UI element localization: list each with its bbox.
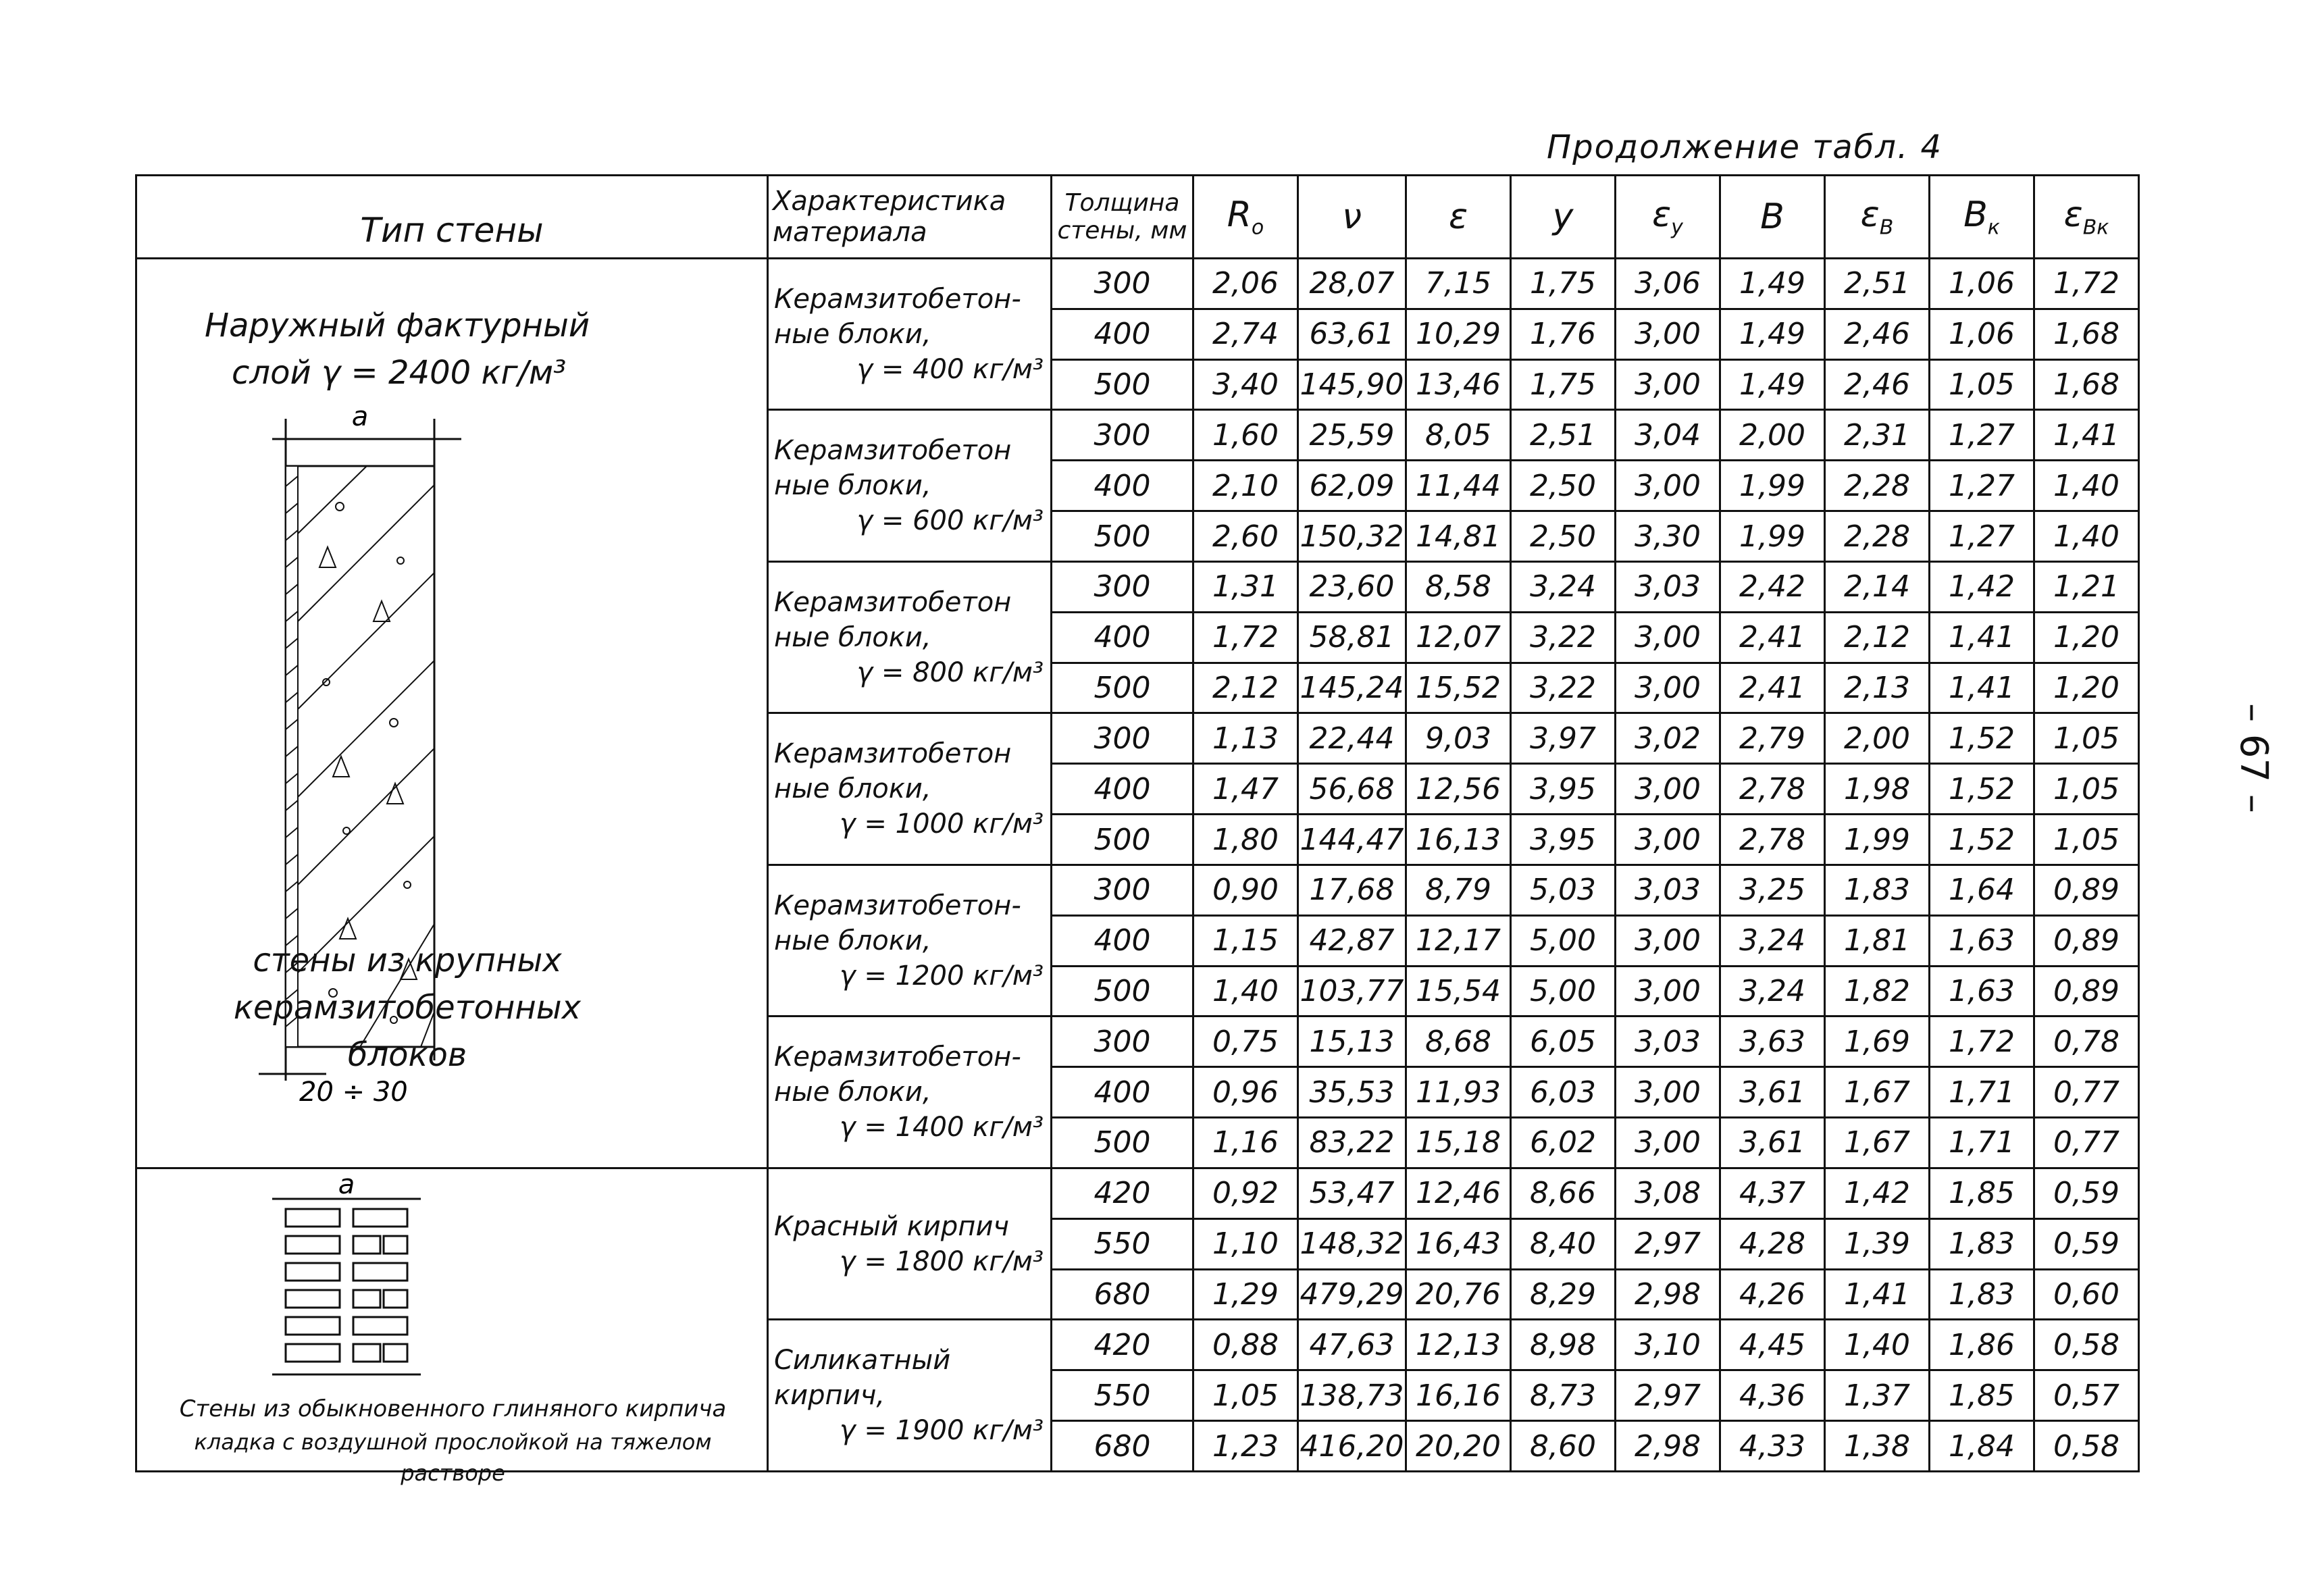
value-cell: 1,29 <box>1193 1269 1298 1320</box>
value-cell: 2,97 <box>1616 1370 1720 1421</box>
value-cell: 3,00 <box>1616 663 1720 713</box>
value-cell: 8,40 <box>1511 1218 1616 1269</box>
value-cell: 3,22 <box>1511 612 1616 663</box>
value-cell: 9,03 <box>1406 713 1511 764</box>
value-cell: 1,20 <box>2034 663 2139 713</box>
value-cell: 12,17 <box>1406 915 1511 966</box>
value-cell: 8,98 <box>1511 1320 1616 1370</box>
value-cell: 1,82 <box>1825 966 1930 1016</box>
value-cell: 0,57 <box>2034 1370 2139 1421</box>
value-cell: 1,40 <box>1825 1320 1930 1370</box>
value-cell: 1,05 <box>2034 713 2139 764</box>
value-cell: 0,90 <box>1193 865 1298 915</box>
header-wall-type: Тип стены <box>136 176 768 259</box>
value-cell: 15,54 <box>1406 966 1511 1016</box>
value-cell: 63,61 <box>1298 309 1406 359</box>
value-cell: 8,73 <box>1511 1370 1616 1421</box>
value-cell: 1,37 <box>1825 1370 1930 1421</box>
value-cell: 1,85 <box>1930 1370 2034 1421</box>
header-row <box>136 176 2139 259</box>
value-cell: 2,74 <box>1193 309 1298 359</box>
value-cell: 3,24 <box>1720 915 1825 966</box>
header-thickness: Толщина стены, мм <box>1052 176 1193 259</box>
value-cell: 0,89 <box>2034 966 2139 1016</box>
material-line1: Керамзитобетон <box>774 586 1012 618</box>
value-cell: 1,86 <box>1930 1320 2034 1370</box>
value-cell: 8,66 <box>1511 1168 1616 1218</box>
value-cell: 12,56 <box>1406 764 1511 815</box>
thickness-cell: 400 <box>1052 1067 1193 1118</box>
value-cell: 6,05 <box>1511 1016 1616 1067</box>
value-cell: 42,87 <box>1298 915 1406 966</box>
wall-type-title-line1: Наружный фактурный <box>205 307 590 344</box>
value-cell: 0,89 <box>2034 865 2139 915</box>
value-cell: 6,03 <box>1511 1067 1616 1118</box>
value-cell: 2,50 <box>1511 511 1616 562</box>
value-cell: 150,32 <box>1298 511 1406 562</box>
value-cell: 1,49 <box>1720 359 1825 410</box>
table-caption: Продолжение табл. 4 <box>1547 128 1943 166</box>
value-cell: 1,41 <box>2034 410 2139 461</box>
value-cell: 3,61 <box>1720 1118 1825 1168</box>
value-cell: 144,47 <box>1298 815 1406 865</box>
brick-desc-line1: Стены из обыкновенного глиняного кирпича <box>179 1395 727 1422</box>
value-cell: 1,06 <box>1930 259 2034 309</box>
value-cell: 7,15 <box>1406 259 1511 309</box>
value-cell: 2,78 <box>1720 815 1825 865</box>
value-cell: 1,75 <box>1511 259 1616 309</box>
value-cell: 16,16 <box>1406 1370 1511 1421</box>
thickness-cell: 300 <box>1052 561 1193 612</box>
material-gamma: γ = 1000 кг/м³ <box>840 808 1044 840</box>
material-cell <box>768 1168 1052 1319</box>
dim-a-label: a <box>351 401 369 432</box>
value-cell: 8,29 <box>1511 1269 1616 1320</box>
value-cell: 3,61 <box>1720 1067 1825 1118</box>
wall-type-group-2 <box>137 1168 767 1487</box>
value-cell: 3,00 <box>1616 1118 1720 1168</box>
value-cell: 28,07 <box>1298 259 1406 309</box>
material-gamma: γ = 1900 кг/м³ <box>840 1415 1044 1447</box>
material-cell <box>768 1320 1052 1472</box>
value-cell: 1,52 <box>1930 713 2034 764</box>
value-cell: 14,81 <box>1406 511 1511 562</box>
header-bk: $B_к$ <box>1930 176 2034 259</box>
value-cell: 1,85 <box>1930 1168 2034 1218</box>
wall-desc-line3: блоков <box>347 1036 467 1074</box>
value-cell: 3,03 <box>1616 865 1720 915</box>
value-cell: 0,59 <box>2034 1218 2139 1269</box>
header-r0: $R_o$ <box>1193 176 1298 259</box>
value-cell: 0,58 <box>2034 1320 2139 1370</box>
value-cell: 1,83 <box>1930 1218 2034 1269</box>
value-cell: 2,10 <box>1193 461 1298 511</box>
value-cell: 0,75 <box>1193 1016 1298 1067</box>
header-y: y <box>1511 176 1616 259</box>
value-cell: 1,99 <box>1720 461 1825 511</box>
header-material: Характеристика материала <box>768 176 1052 259</box>
thickness-cell: 300 <box>1052 713 1193 764</box>
value-cell: 8,79 <box>1406 865 1511 915</box>
brick-wall-drawing <box>272 1172 434 1388</box>
value-cell: 103,77 <box>1298 966 1406 1016</box>
thickness-cell: 420 <box>1052 1320 1193 1370</box>
value-cell: 1,67 <box>1825 1118 1930 1168</box>
value-cell: 15,52 <box>1406 663 1511 713</box>
material-line2: ные блоки, <box>774 1077 931 1108</box>
material-cell <box>768 1016 1052 1168</box>
value-cell: 3,22 <box>1511 663 1616 713</box>
value-cell: 1,67 <box>1825 1067 1930 1118</box>
value-cell: 3,10 <box>1616 1320 1720 1370</box>
header-nu: ν <box>1298 176 1406 259</box>
value-cell: 0,78 <box>2034 1016 2139 1067</box>
value-cell: 3,00 <box>1616 359 1720 410</box>
thickness-cell: 420 <box>1052 1168 1193 1218</box>
value-cell: 25,59 <box>1298 410 1406 461</box>
value-cell: 2,51 <box>1511 410 1616 461</box>
value-cell: 35,53 <box>1298 1067 1406 1118</box>
value-cell: 1,27 <box>1930 511 2034 562</box>
value-cell: 6,02 <box>1511 1118 1616 1168</box>
header-epsilon-b: $\varepsilon_B$ <box>1825 176 1930 259</box>
value-cell: 1,99 <box>1720 511 1825 562</box>
value-cell: 1,60 <box>1193 410 1298 461</box>
material-gamma: γ = 1200 кг/м³ <box>840 960 1044 992</box>
value-cell: 56,68 <box>1298 764 1406 815</box>
value-cell: 2,00 <box>1825 713 1930 764</box>
value-cell: 1,49 <box>1720 259 1825 309</box>
value-cell: 47,63 <box>1298 1320 1406 1370</box>
value-cell: 2,46 <box>1825 359 1930 410</box>
value-cell: 145,24 <box>1298 663 1406 713</box>
value-cell: 2,98 <box>1616 1421 1720 1472</box>
material-cell <box>768 561 1052 713</box>
value-cell: 3,08 <box>1616 1168 1720 1218</box>
value-cell: 148,32 <box>1298 1218 1406 1269</box>
value-cell: 145,90 <box>1298 359 1406 410</box>
value-cell: 3,06 <box>1616 259 1720 309</box>
value-cell: 2,51 <box>1825 259 1930 309</box>
thickness-cell: 500 <box>1052 815 1193 865</box>
value-cell: 1,40 <box>2034 511 2139 562</box>
value-cell: 3,02 <box>1616 713 1720 764</box>
material-line1: Керамзитобетон- <box>774 283 1021 315</box>
value-cell: 1,52 <box>1930 764 2034 815</box>
wall-desc-line1: стены из крупных <box>253 942 562 979</box>
value-cell: 2,97 <box>1616 1218 1720 1269</box>
wall-type-group-1 <box>137 257 767 1168</box>
value-cell: 1,42 <box>1930 561 2034 612</box>
value-cell: 58,81 <box>1298 612 1406 663</box>
value-cell: 2,31 <box>1825 410 1930 461</box>
value-cell: 1,76 <box>1511 309 1616 359</box>
value-cell: 8,58 <box>1406 561 1511 612</box>
value-cell: 3,24 <box>1511 561 1616 612</box>
material-gamma: γ = 800 кг/м³ <box>856 657 1044 688</box>
thickness-cell: 400 <box>1052 915 1193 966</box>
thickness-cell: 500 <box>1052 1118 1193 1168</box>
value-cell: 1,41 <box>1930 612 2034 663</box>
thickness-cell: 300 <box>1052 1016 1193 1067</box>
value-cell: 1,13 <box>1193 713 1298 764</box>
material-line1: Керамзитобетон <box>774 738 1012 770</box>
value-cell: 12,46 <box>1406 1168 1511 1218</box>
thickness-cell: 500 <box>1052 966 1193 1016</box>
value-cell: 1,84 <box>1930 1421 2034 1472</box>
value-cell: 4,33 <box>1720 1421 1825 1472</box>
value-cell: 1,41 <box>1825 1269 1930 1320</box>
value-cell: 3,95 <box>1511 815 1616 865</box>
wall-type-title-line2: слой γ = 2400 кг/м³ <box>232 354 567 392</box>
value-cell: 2,13 <box>1825 663 1930 713</box>
value-cell: 2,60 <box>1193 511 1298 562</box>
value-cell: 3,00 <box>1616 612 1720 663</box>
value-cell: 3,00 <box>1616 764 1720 815</box>
wall-desc-line2: керамзитобетонных <box>233 989 582 1027</box>
value-cell: 1,05 <box>2034 815 2139 865</box>
thickness-cell: 400 <box>1052 612 1193 663</box>
value-cell: 2,50 <box>1511 461 1616 511</box>
thickness-cell: 400 <box>1052 461 1193 511</box>
thickness-cell: 400 <box>1052 309 1193 359</box>
value-cell: 1,21 <box>2034 561 2139 612</box>
value-cell: 12,07 <box>1406 612 1511 663</box>
value-cell: 1,38 <box>1825 1421 1930 1472</box>
value-cell: 5,00 <box>1511 915 1616 966</box>
value-cell: 1,68 <box>2034 359 2139 410</box>
value-cell: 1,23 <box>1193 1421 1298 1472</box>
value-cell: 1,83 <box>1930 1269 2034 1320</box>
material-gamma: γ = 400 кг/м³ <box>856 353 1044 385</box>
value-cell: 0,92 <box>1193 1168 1298 1218</box>
material-line2: ные блоки, <box>774 621 931 653</box>
value-cell: 3,04 <box>1616 410 1720 461</box>
value-cell: 416,20 <box>1298 1421 1406 1472</box>
thickness-cell: 550 <box>1052 1218 1193 1269</box>
value-cell: 1,10 <box>1193 1218 1298 1269</box>
material-gamma: γ = 1800 кг/м³ <box>840 1245 1044 1277</box>
material-line1: Керамзитобетон <box>774 435 1012 467</box>
brick-desc-line2: кладка с воздушной прослойкой на тяжелом растворе <box>194 1429 712 1487</box>
value-cell: 4,36 <box>1720 1370 1825 1421</box>
value-cell: 1,06 <box>1930 309 2034 359</box>
value-cell: 4,37 <box>1720 1168 1825 1218</box>
value-cell: 1,49 <box>1720 309 1825 359</box>
material-cell <box>768 713 1052 865</box>
value-cell: 2,28 <box>1825 461 1930 511</box>
material-gamma: γ = 600 кг/м³ <box>856 505 1044 537</box>
material-gamma: γ = 1400 кг/м³ <box>840 1112 1044 1143</box>
value-cell: 0,58 <box>2034 1421 2139 1472</box>
value-cell: 10,29 <box>1406 309 1511 359</box>
thickness-cell: 300 <box>1052 865 1193 915</box>
value-cell: 1,72 <box>1193 612 1298 663</box>
dim-a-label-2: a <box>338 1172 355 1200</box>
value-cell: 16,43 <box>1406 1218 1511 1269</box>
value-cell: 1,20 <box>2034 612 2139 663</box>
value-cell: 15,18 <box>1406 1118 1511 1168</box>
value-cell: 15,13 <box>1298 1016 1406 1067</box>
value-cell: 1,31 <box>1193 561 1298 612</box>
value-cell: 1,98 <box>1825 764 1930 815</box>
material-line1: Керамзитобетон- <box>774 1041 1021 1073</box>
value-cell: 1,63 <box>1930 915 2034 966</box>
value-cell: 0,77 <box>2034 1118 2139 1168</box>
value-cell: 1,83 <box>1825 865 1930 915</box>
value-cell: 5,03 <box>1511 865 1616 915</box>
value-cell: 3,97 <box>1511 713 1616 764</box>
thickness-cell: 680 <box>1052 1269 1193 1320</box>
header-b: B <box>1720 176 1825 259</box>
value-cell: 3,00 <box>1616 309 1720 359</box>
value-cell: 1,81 <box>1825 915 1930 966</box>
value-cell: 1,16 <box>1193 1118 1298 1168</box>
value-cell: 2,00 <box>1720 410 1825 461</box>
value-cell: 1,40 <box>1193 966 1298 1016</box>
value-cell: 2,06 <box>1193 259 1298 309</box>
material-line2: кирпич, <box>774 1380 885 1412</box>
value-cell: 1,63 <box>1930 966 2034 1016</box>
value-cell: 0,60 <box>2034 1269 2139 1320</box>
value-cell: 2,12 <box>1193 663 1298 713</box>
value-cell: 3,63 <box>1720 1016 1825 1067</box>
value-cell: 3,03 <box>1616 561 1720 612</box>
value-cell: 2,41 <box>1720 612 1825 663</box>
value-cell: 3,00 <box>1616 1067 1720 1118</box>
value-cell: 8,68 <box>1406 1016 1511 1067</box>
thickness-cell: 500 <box>1052 663 1193 713</box>
value-cell: 2,98 <box>1616 1269 1720 1320</box>
value-cell: 3,00 <box>1616 966 1720 1016</box>
value-cell: 2,46 <box>1825 309 1930 359</box>
value-cell: 11,44 <box>1406 461 1511 511</box>
value-cell: 53,47 <box>1298 1168 1406 1218</box>
value-cell: 1,40 <box>2034 461 2139 511</box>
material-line1: Красный кирпич <box>774 1210 1010 1242</box>
value-cell: 62,09 <box>1298 461 1406 511</box>
material-cell <box>768 259 1052 410</box>
value-cell: 1,05 <box>2034 764 2139 815</box>
thickness-cell: 550 <box>1052 1370 1193 1421</box>
value-cell: 1,80 <box>1193 815 1298 865</box>
thickness-cell: 500 <box>1052 511 1193 562</box>
value-cell: 23,60 <box>1298 561 1406 612</box>
header-epsilon-y: $\varepsilon_y$ <box>1616 176 1720 259</box>
value-cell: 0,77 <box>2034 1067 2139 1118</box>
value-cell: 479,29 <box>1298 1269 1406 1320</box>
value-cell: 1,47 <box>1193 764 1298 815</box>
value-cell: 1,39 <box>1825 1218 1930 1269</box>
value-cell: 138,73 <box>1298 1370 1406 1421</box>
value-cell: 11,93 <box>1406 1067 1511 1118</box>
value-cell: 1,71 <box>1930 1118 2034 1168</box>
value-cell: 1,68 <box>2034 309 2139 359</box>
value-cell: 1,71 <box>1930 1067 2034 1118</box>
value-cell: 0,59 <box>2034 1168 2139 1218</box>
value-cell: 3,40 <box>1193 359 1298 410</box>
value-cell: 8,60 <box>1511 1421 1616 1472</box>
value-cell: 3,03 <box>1616 1016 1720 1067</box>
value-cell: 8,05 <box>1406 410 1511 461</box>
value-cell: 2,42 <box>1720 561 1825 612</box>
value-cell: 83,22 <box>1298 1118 1406 1168</box>
value-cell: 5,00 <box>1511 966 1616 1016</box>
value-cell: 1,42 <box>1825 1168 1930 1218</box>
value-cell: 22,44 <box>1298 713 1406 764</box>
header-epsilon-bk: $\varepsilon_{Bк}$ <box>2034 176 2139 259</box>
material-line1: Керамзитобетон- <box>774 890 1021 921</box>
value-cell: 2,12 <box>1825 612 1930 663</box>
value-cell: 20,20 <box>1406 1421 1511 1472</box>
value-cell: 3,30 <box>1616 511 1720 562</box>
page-number: – 67 – <box>2231 703 2276 813</box>
thickness-cell: 500 <box>1052 359 1193 410</box>
value-cell: 3,00 <box>1616 461 1720 511</box>
value-cell: 1,72 <box>2034 259 2139 309</box>
value-cell: 0,88 <box>1193 1320 1298 1370</box>
value-cell: 17,68 <box>1298 865 1406 915</box>
value-cell: 20,76 <box>1406 1269 1511 1320</box>
value-cell: 2,79 <box>1720 713 1825 764</box>
value-cell: 0,89 <box>2034 915 2139 966</box>
value-cell: 3,24 <box>1720 966 1825 1016</box>
value-cell: 12,13 <box>1406 1320 1511 1370</box>
value-cell: 1,69 <box>1825 1016 1930 1067</box>
header-epsilon: ε <box>1406 176 1511 259</box>
value-cell: 4,45 <box>1720 1320 1825 1370</box>
material-line2: ные блоки, <box>774 318 931 350</box>
value-cell: 1,72 <box>1930 1016 2034 1067</box>
value-cell: 1,05 <box>1930 359 2034 410</box>
value-cell: 3,00 <box>1616 915 1720 966</box>
value-cell: 3,00 <box>1616 815 1720 865</box>
dim-bottom-label: 20 ÷ 30 <box>299 1077 408 1108</box>
value-cell: 3,25 <box>1720 865 1825 915</box>
value-cell: 1,52 <box>1930 815 2034 865</box>
material-line2: ные блоки, <box>774 470 931 502</box>
value-cell: 2,14 <box>1825 561 1930 612</box>
material-line1: Силикатный <box>774 1345 951 1376</box>
material-cell <box>768 865 1052 1016</box>
value-cell: 1,05 <box>1193 1370 1298 1421</box>
thickness-cell: 300 <box>1052 259 1193 309</box>
value-cell: 0,96 <box>1193 1067 1298 1118</box>
value-cell: 16,13 <box>1406 815 1511 865</box>
value-cell: 1,41 <box>1930 663 2034 713</box>
material-line2: ные блоки, <box>774 773 931 805</box>
thickness-cell: 400 <box>1052 764 1193 815</box>
value-cell: 4,28 <box>1720 1218 1825 1269</box>
material-cell <box>768 410 1052 561</box>
value-cell: 2,41 <box>1720 663 1825 713</box>
value-cell: 1,27 <box>1930 461 2034 511</box>
thickness-cell: 680 <box>1052 1421 1193 1472</box>
value-cell: 2,28 <box>1825 511 1930 562</box>
value-cell: 2,78 <box>1720 764 1825 815</box>
value-cell: 1,27 <box>1930 410 2034 461</box>
value-cell: 1,75 <box>1511 359 1616 410</box>
value-cell: 4,26 <box>1720 1269 1825 1320</box>
value-cell: 3,95 <box>1511 764 1616 815</box>
value-cell: 1,99 <box>1825 815 1930 865</box>
value-cell: 1,64 <box>1930 865 2034 915</box>
thickness-cell: 300 <box>1052 410 1193 461</box>
value-cell: 1,15 <box>1193 915 1298 966</box>
value-cell: 13,46 <box>1406 359 1511 410</box>
material-line2: ные блоки, <box>774 925 931 956</box>
